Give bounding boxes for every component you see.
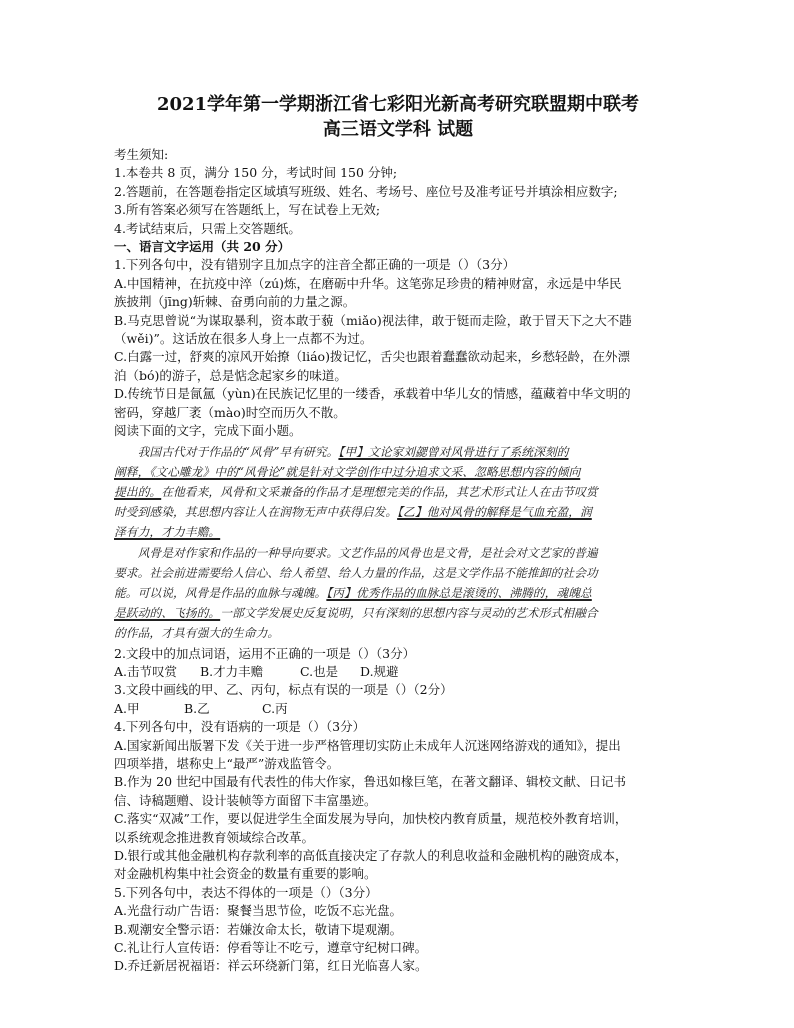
q2-options: [114, 663, 682, 681]
sentence-jia-end: 提出的。: [114, 484, 162, 499]
q5-option-c: C.礼让行人宣传语：停看等让不吃亏，遵章守纪树口碑。: [114, 940, 428, 956]
q4-option-b: B.作为 20 世纪中国最有代表性的伟大作家，鲁迅如椽巨笔，在著文翻译、辑校文献、日记书: [114, 774, 627, 790]
q1-option-d-cont: 密码，穿越厂袤（mào)时空而历久不散。: [114, 404, 346, 420]
q3-option-c: C.丙: [262, 700, 288, 716]
q3-options: [114, 700, 682, 718]
q2-option-b: B.才力丰赡: [200, 663, 264, 679]
reading-instruction: 阅读下面的文字，完成下面小题。: [114, 423, 302, 439]
sentence-bing: 【丙】优秀作品的血脉总是滚烫的、沸腾的，魂魄总: [326, 585, 592, 600]
notice-item: 3.所有答案必须写在答题纸上，写在试卷上无效;: [114, 202, 381, 218]
q4-option-b-cont: 信、诗稿题赠、设计装帧等方面留下丰富墨迹。: [114, 792, 377, 808]
passage-line: [114, 583, 682, 603]
q4-option-d: D.银行或其他金融机构存款利率的高低直接决定了存款人的利息收益和金融机构的融资成本，: [114, 848, 628, 863]
q5-stem: 5.下列各句中，表达不得体的一项是（）（3分）: [114, 884, 378, 900]
notice-item: 4.考试结束后，只需上交答题纸。: [114, 220, 301, 236]
passage-line: [114, 442, 682, 462]
q2-option-a: A.击节叹赏: [114, 663, 178, 679]
sentence-yi-end: 泽有力，才力丰赡。: [114, 525, 221, 540]
notice-item: 1.本卷共 8 页，满分 150 分，考试时间 150 分钟;: [114, 165, 398, 181]
notice-item: 2.答题前，在答题卷指定区域填写班级、姓名、考场号、座位号及准考证号并填涂相应数字;: [114, 183, 618, 199]
q1-stem: 1.下列各句中，没有错别字且加点字的注音全都正确的一项是（）（3分）: [114, 257, 516, 273]
passage-text: 我国古代对于作品的“风骨”早有研究。: [137, 444, 339, 459]
exam-title: [114, 92, 682, 142]
q3-option-a: A.甲: [114, 700, 140, 716]
sentence-yi: 【乙】他对风骨的解释是气血充盈，润: [397, 505, 592, 520]
q1-option-b: B.马克思曾说“为谋取暴利，资本敢于藐（miǎo)视法律，敢于铤而走险，敢于冒天下之大不韪: [114, 312, 632, 328]
q1-option-a-cont: 族披荆（jīng)斩棘、奋勇向前的力量之源。: [114, 294, 356, 310]
q5-option-a: A.光盘行动广告语：聚餐当思节俭，吃饭不忘光盘。: [114, 903, 403, 919]
sentence-bing-end: 是跃动的、飞扬的。: [114, 606, 221, 621]
q4-option-d-cont: 对金融机构集中社会资金的数量有重要的影响。: [114, 866, 377, 882]
passage-text: 时受到感染，其思想内容让人在润物无声中获得启发。: [114, 505, 398, 520]
title-line-1: 2021学年第一学期浙江省七彩阳光新高考研究联盟期中联考: [156, 94, 640, 115]
exam-page: [114, 92, 682, 976]
reading-passage: [114, 442, 682, 644]
q1-option-d: D.传统节日是氤氲（yùn)在民族记忆里的一缕香，承载着中华儿女的情感，蕴藏着中华文明的: [114, 386, 631, 402]
section-heading: 一、语言文字运用（共 20 分）: [114, 239, 291, 255]
passage-line: [114, 603, 682, 623]
passage-line: 的作品，才具有强大的生命力。: [114, 626, 280, 641]
q5-option-d: D.乔迁新居祝福语：祥云环绕新门第，红日光临喜人家。: [114, 958, 428, 974]
q2-option-c: C.也是: [300, 663, 339, 679]
exam-body: [114, 146, 682, 976]
q1-option-a: A.中国精神，在抗疫中淬（zú)炼，在磨砺中升华。这笔弥足珍贵的精神财富，永远是中华民: [114, 275, 622, 291]
q1-option-c: C.白露一过，舒爽的凉风开始撩（liáo)拨记忆，舌尖也跟着蠢蠢欲动起来，乡愁轻龄，在外漂: [114, 349, 630, 365]
passage-line: [114, 502, 682, 522]
q2-stem: 2.文段中的加点词语，运用不正确的一项是（）（3分）: [114, 645, 416, 661]
sentence-jia-cont: 阐释，《文心雕龙》中的“风骨论”就是针对文学创作中过分追求文采、忽略思想内容的倾向: [114, 464, 581, 479]
title-line-2: 高三语文学科 试题: [322, 119, 474, 140]
passage-line: 要求。社会前进需要给人信心、给人希望、给人力量的作品，这是文学作品不能推卸的社会功: [114, 565, 598, 580]
q2-option-d: D.规避: [360, 663, 399, 679]
passage-line: [114, 482, 682, 502]
q4-option-c: C.落实“双减”工作，要以促进学生全面发展为导向，加快校内教育质量，规范校外教育培训，: [114, 811, 628, 827]
q3-option-b: B.乙: [184, 700, 210, 716]
passage-text: 能。可以说，风骨是作品的血脉与魂魄。: [114, 585, 327, 600]
passage-text: 一部文学发展史反复说明，只有深刻的思想内容与灵动的艺术形式相融合: [220, 606, 598, 621]
passage-line: [114, 462, 682, 482]
notice-heading: 考生须知:: [114, 147, 169, 162]
q3-stem: 3.文段中画线的甲、乙、丙句，标点有误的一项是（）（2分）: [114, 682, 453, 698]
passage-line: 风骨是对作家和作品的一种导向要求。文艺作品的风骨也是文骨，是社会对文艺家的普遍: [137, 545, 598, 560]
q4-option-a: A.国家新闻出版署下发《关于进一步严格管理切实防止未成年人沉迷网络游戏的通知》，提出: [114, 737, 621, 753]
q4-option-c-cont: 以系统观念推进教育领域综合改革。: [114, 829, 315, 845]
q4-option-a-cont: 四项举措，堪称史上“最严”游戏监管令。: [114, 755, 340, 771]
passage-text: 在他看来，风骨和文采兼备的作品才是理想完美的作品，其艺术形式让人在击节叹赏: [161, 484, 598, 499]
q1-option-b-cont: （wěi)”。这话放在很多人身上一点都不为过。: [114, 331, 373, 347]
q4-stem: 4.下列各句中，没有语病的一项是（）（3分）: [114, 719, 366, 735]
q1-option-c-cont: 泊（bó)的游子，总是惦念起家乡的味道。: [114, 367, 347, 383]
q5-option-b: B.观潮安全警示语：若嫌汝命太长，敬请下堤观潮。: [114, 921, 403, 937]
passage-line: [114, 522, 682, 542]
sentence-jia: 【甲】文论家刘勰曾对风骨进行了系统深刻的: [338, 444, 569, 459]
